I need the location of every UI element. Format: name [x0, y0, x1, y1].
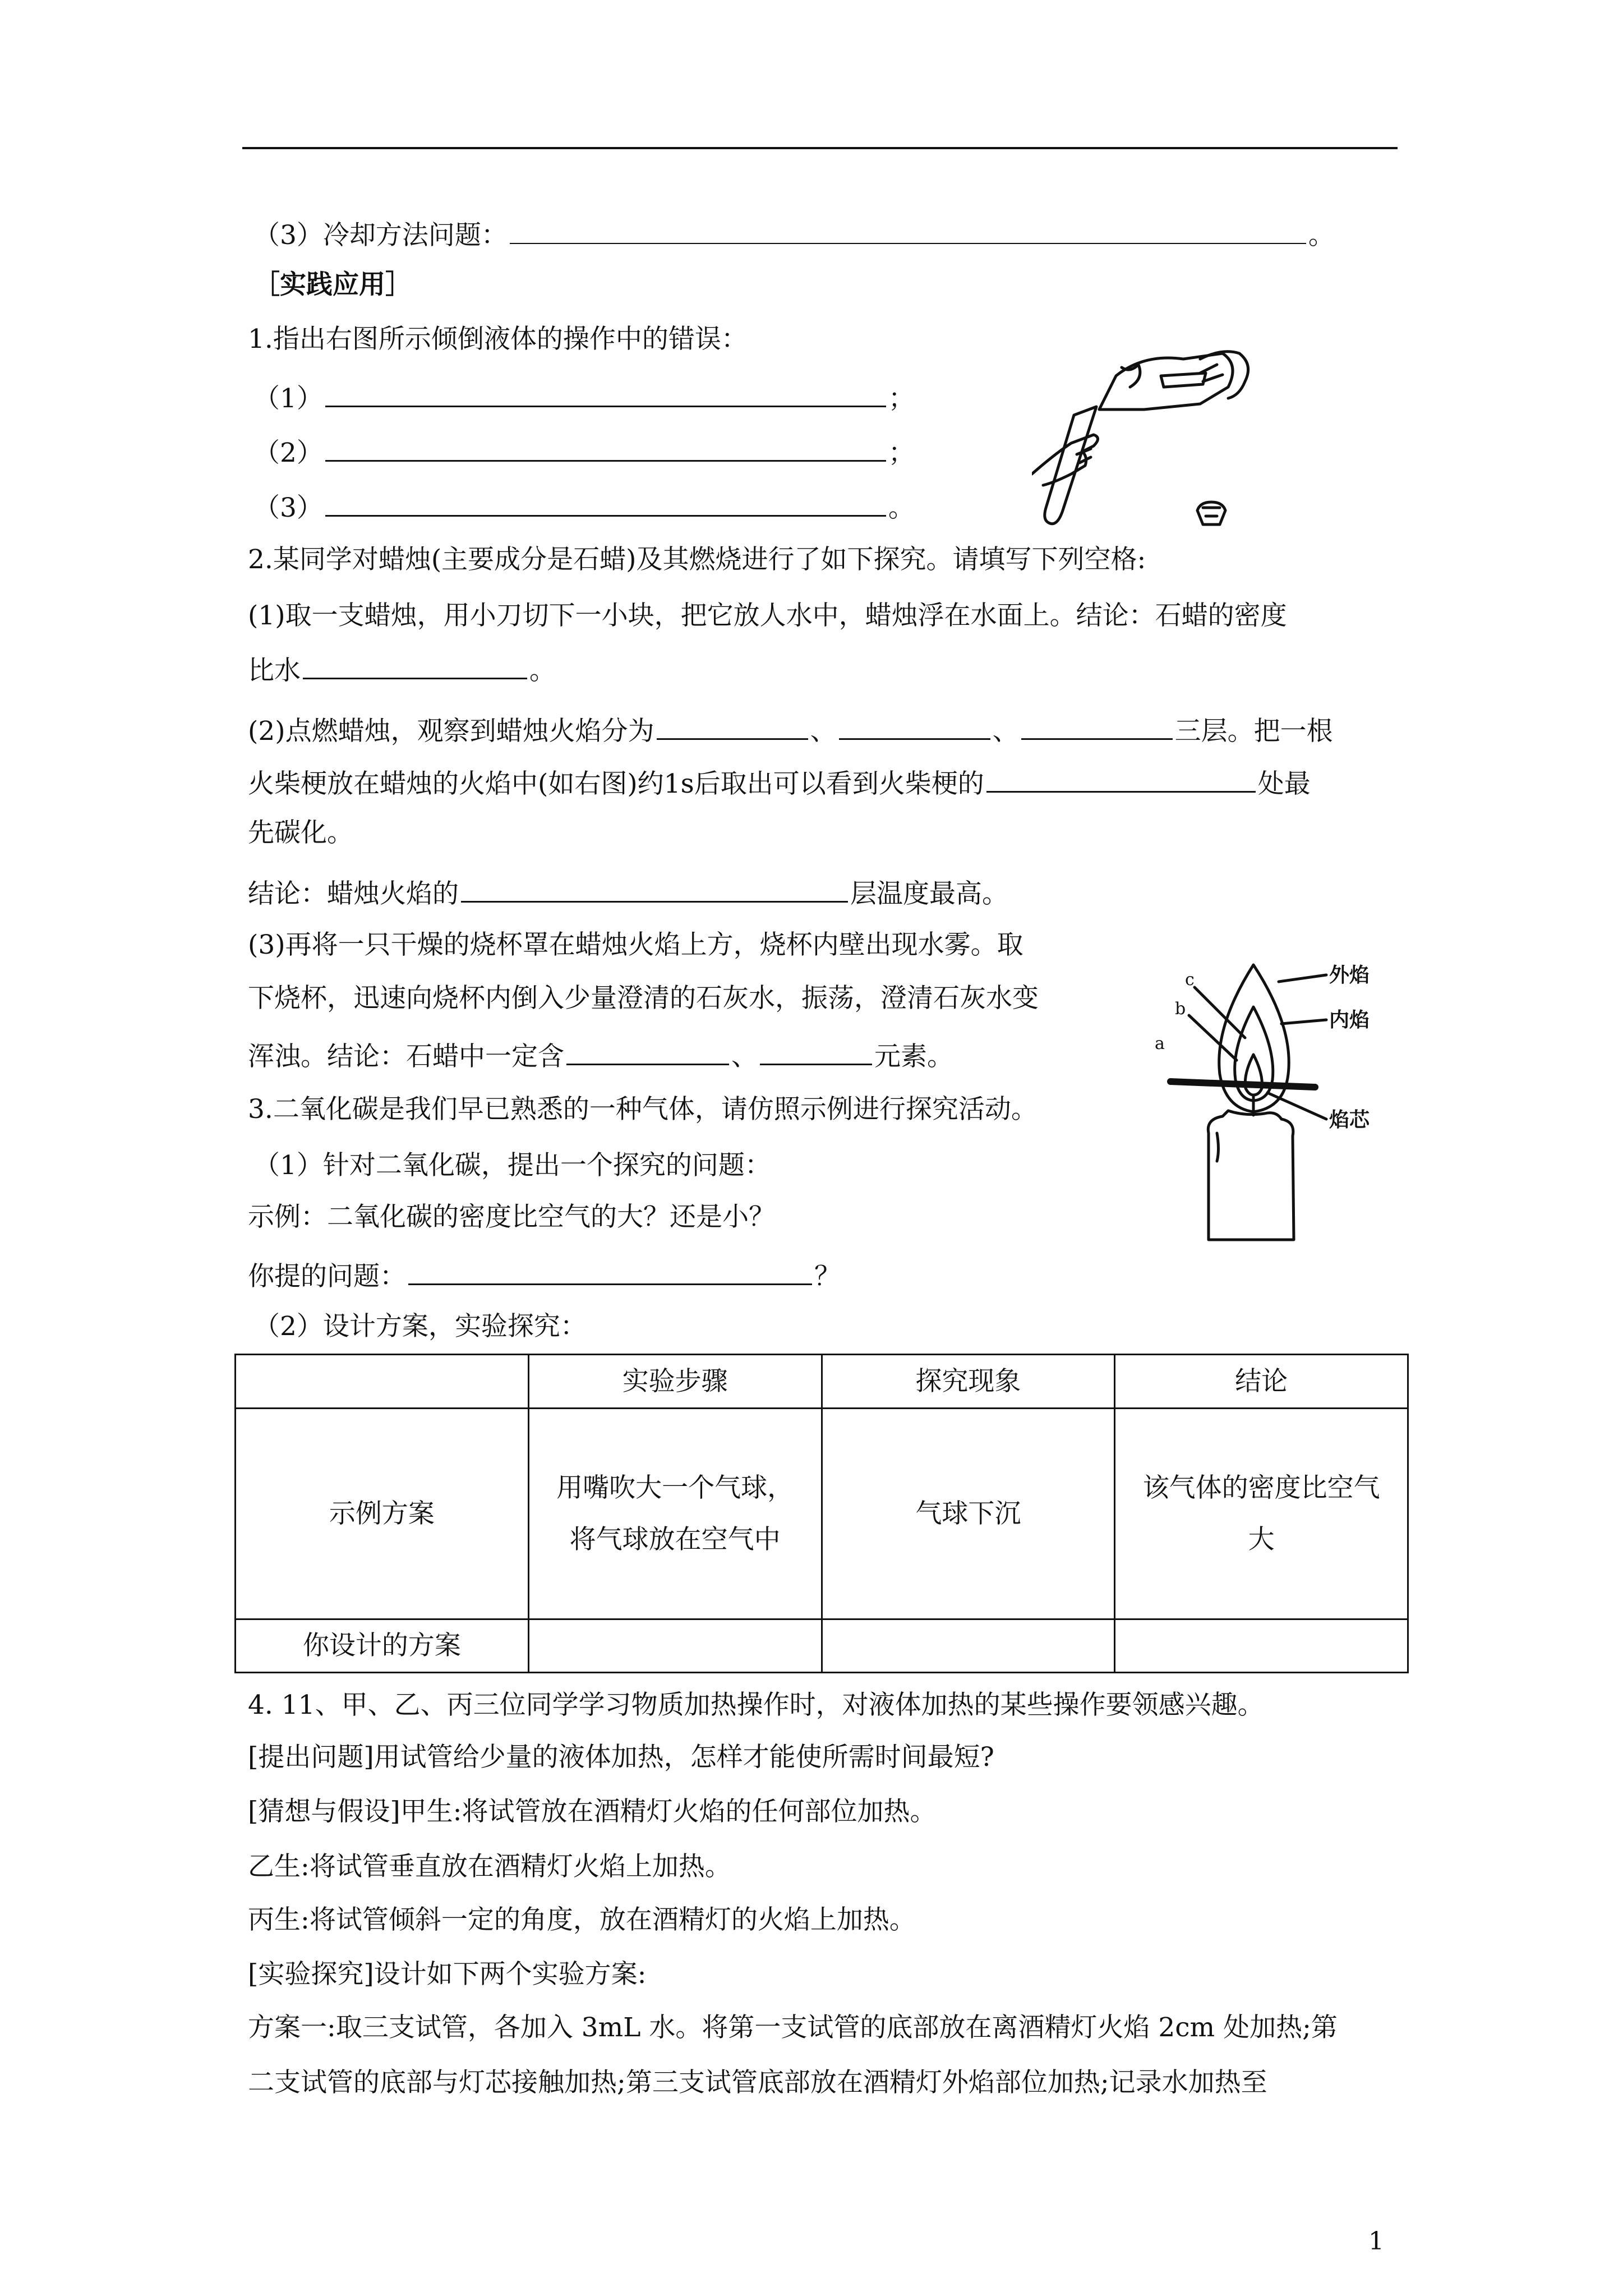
q1-item-1: （1） ； — [253, 379, 915, 416]
answer-blank[interactable] — [510, 216, 1306, 244]
label-b: b — [1175, 999, 1186, 1019]
table-cell-conclusion: 该气体的密度比空气 大 — [1115, 1409, 1408, 1619]
q2-p3a: (3)再将一只干燥的烧杯罩在蜡烛火焰上方，烧杯内壁出现水雾。取 — [248, 930, 1023, 960]
table-cell-steps: 用嘴吹大一个气球， 将气球放在空气中 — [528, 1409, 822, 1619]
q4-hypothesis: [猜想与假设]甲生:将试管放在酒精灯火焰的任何部位加热。 — [248, 1796, 937, 1827]
q2-conclusion: 结论：蜡烛火焰的 层温度最高。 — [248, 874, 1008, 911]
q3-s2: （2）设计方案，实验探究： — [253, 1311, 587, 1342]
table-cell-phenomenon: 气球下沉 — [822, 1409, 1115, 1619]
q2-p2c: 先碳化。 — [248, 817, 353, 848]
q3-stem: 3.二氧化碳是我们早已熟悉的一种气体，请仿照示例进行探究活动。 — [248, 1094, 1038, 1125]
page-number: 1 — [1368, 2227, 1384, 2256]
answer-blank[interactable] — [839, 711, 990, 740]
q3-s1: （1）针对二氧化碳，提出一个探究的问题： — [253, 1150, 771, 1181]
answer-blank[interactable] — [408, 1257, 812, 1285]
answer-blank[interactable] — [325, 433, 886, 462]
q2-p1b: 比水 。 — [248, 651, 556, 688]
answer-blank[interactable] — [1021, 711, 1173, 740]
q2-p3b: 下烧杯，迅速向烧杯内倒入少量澄清的石灰水，振荡，澄清石灰水变 — [248, 983, 1039, 1014]
q4-stem: 4. 11、甲、乙、丙三位同学学习物质加热操作时，对液体加热的某些操作要领感兴趣。 — [248, 1690, 1264, 1720]
table-row-example — [236, 1409, 1408, 1619]
answer-blank[interactable] — [325, 488, 886, 517]
answer-blank[interactable] — [566, 1037, 729, 1065]
candle-flame-figure — [1147, 948, 1405, 1251]
experiment-table — [234, 1354, 1409, 1673]
answer-blank[interactable] — [303, 651, 527, 679]
q4-yi: 乙生:将试管垂直放在酒精灯火焰上加热。 — [248, 1851, 731, 1882]
reagent-bottle — [1099, 353, 1233, 409]
section-title: ［实践应用］ — [253, 269, 412, 300]
table-cell-label: 示例方案 — [236, 1409, 529, 1619]
table-header-cell: 结论 — [1115, 1355, 1408, 1409]
answer-blank[interactable] — [657, 711, 808, 740]
q0-line3: （3）冷却方法问题： 。 — [253, 216, 1335, 252]
q4-bing: 丙生:将试管倾斜一定的角度，放在酒精灯的火焰上加热。 — [248, 1904, 916, 1935]
header-rule — [242, 147, 1398, 149]
table-cell-conclusion-blank[interactable] — [1115, 1619, 1408, 1673]
q1-item-2: （2） ； — [253, 433, 915, 470]
bottle-stopper — [1197, 502, 1225, 524]
q4-plan1a: 方案一:取三支试管，各加入 3mL 水。将第一支试管的底部放在离酒精灯火焰 2cm 处加热;第 — [248, 2012, 1338, 2043]
q2-p2b: 火柴梗放在蜡烛的火焰中(如右图)约1s后取出可以看到火柴梗的 处最 — [248, 764, 1311, 801]
candle-body — [1208, 1111, 1294, 1240]
table-cell-phenomenon-blank[interactable] — [822, 1619, 1115, 1673]
flame-core — [1245, 1055, 1262, 1095]
pouring-liquid-figure — [1032, 342, 1267, 539]
q4-plan1b: 二支试管的底部与灯芯接触加热;第三支试管底部放在酒精灯外焰部位加热;记录水加热至 — [248, 2067, 1267, 2098]
answer-blank[interactable] — [760, 1037, 872, 1065]
table-header-cell — [236, 1355, 529, 1409]
q1-stem: 1.指出右图所示倾倒液体的操作中的错误： — [248, 324, 748, 355]
table-cell-steps-blank[interactable] — [528, 1619, 822, 1673]
right-hand — [1200, 352, 1248, 398]
q1-item-3: （3） 。 — [253, 488, 915, 525]
q3-yours: 你提的问题： ？ — [248, 1257, 841, 1294]
q2-p2a: (2)点燃蜡烛，观察到蜡烛火焰分为 、 、 三层。把一根 — [248, 711, 1333, 748]
table-header-cell: 实验步骤 — [528, 1355, 822, 1409]
table-row-yours — [236, 1619, 1408, 1673]
answer-blank[interactable] — [461, 874, 848, 903]
test-tube — [1045, 407, 1096, 524]
outer-flame — [1219, 965, 1289, 1112]
q3-example: 示例：二氧化碳的密度比空气的大？还是小？ — [248, 1202, 775, 1232]
bottle-label — [1161, 373, 1206, 387]
label-outer-flame: 外焰 — [1329, 964, 1370, 987]
q4-explore: [实验探究]设计如下两个实验方案: — [248, 1959, 647, 1990]
answer-blank[interactable] — [325, 379, 886, 407]
q4-question: [提出问题]用试管给少量的液体加热，怎样才能使所需时间最短? — [248, 1742, 994, 1773]
matchstick — [1170, 1082, 1315, 1087]
q2-p3c: 浑浊。结论：石蜡中一定含 、 元素。 — [248, 1037, 953, 1074]
label-a: a — [1155, 1034, 1165, 1053]
answer-blank[interactable] — [986, 764, 1256, 793]
label-flame-core: 焰芯 — [1329, 1108, 1370, 1131]
table-header-cell: 探究现象 — [822, 1355, 1115, 1409]
label-c: c — [1185, 970, 1195, 990]
table-cell-label: 你设计的方案 — [236, 1619, 529, 1673]
q2-stem: 2.某同学对蜡烛(主要成分是石蜡)及其燃烧进行了如下探究。请填写下列空格: — [248, 544, 1146, 575]
q2-p1a: (1)取一支蜡烛，用小刀切下一小块，把它放人水中，蜡烛浮在水面上。结论：石蜡的密度 — [248, 600, 1287, 631]
table-header-row — [236, 1355, 1408, 1409]
label-inner-flame: 内焰 — [1329, 1009, 1370, 1032]
